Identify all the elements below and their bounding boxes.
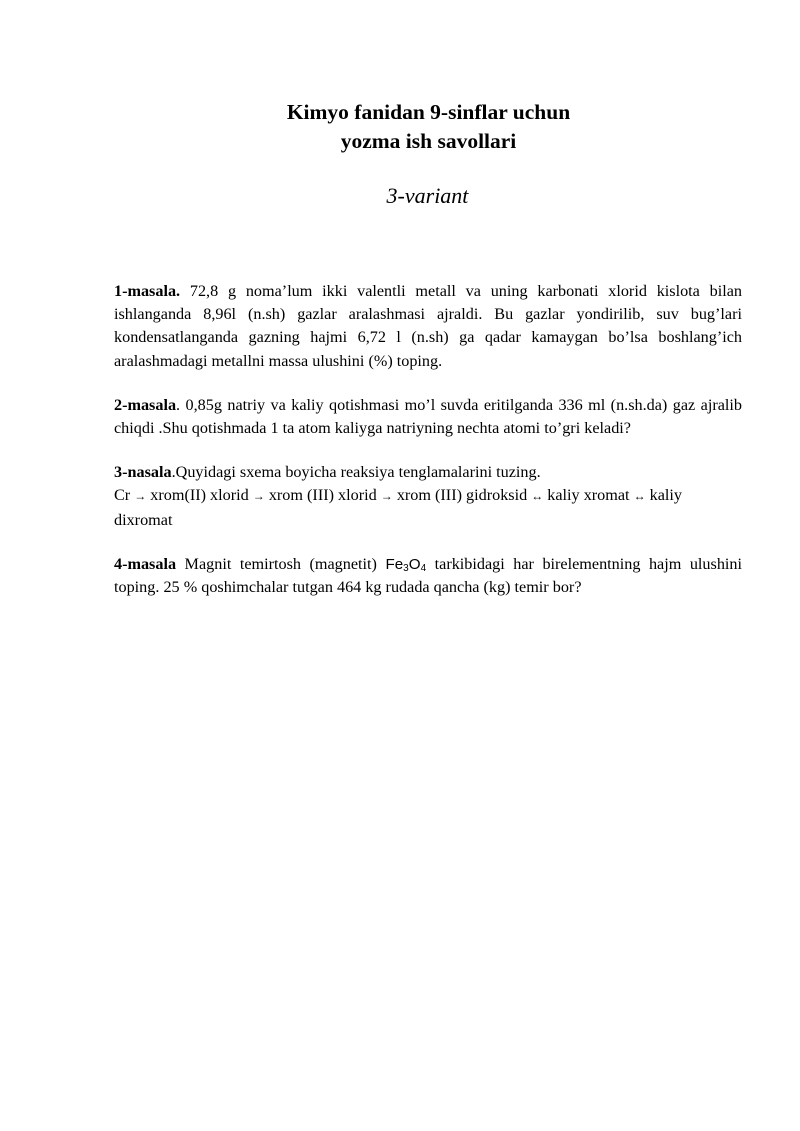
scheme-step-3: xrom (III) xlorid <box>264 486 381 505</box>
right-arrow-icon: → <box>134 489 147 504</box>
scheme-step-4: xrom (III) gidroksid <box>392 486 532 505</box>
problem-list <box>114 280 742 620</box>
problem-1-label: 1-masala. <box>114 282 181 300</box>
scheme-step-1: Cr <box>114 486 135 505</box>
formula-subscript-4: 4 <box>420 562 427 574</box>
right-arrow-icon: → <box>380 489 393 504</box>
problem-4 <box>114 553 742 599</box>
formula-o: O <box>408 555 421 573</box>
reaction-scheme <box>114 486 682 528</box>
scheme-step-2: xrom(II) xlorid <box>146 486 253 505</box>
right-arrow-icon: → <box>252 489 265 504</box>
problem-4-text-before: Magnit temirtosh (magnetit) <box>176 554 386 573</box>
problem-2-text: . 0,85g natriy va kaliy qotishmasi mo’l suvda eritilganda 336 ml (n.sh.da) gaz ajralib chiqdi .Shu qotishmada 1 ta atom kaliyga natriyning nechta atomi to’gri keladi? <box>114 395 742 438</box>
document-title-line2: yozma ish savollari <box>340 129 517 153</box>
problem-4-label: 4-masala <box>114 554 177 573</box>
problem-2 <box>114 394 742 440</box>
document-title-line1: Kimyo fanidan 9-sinflar uchun <box>286 100 571 124</box>
problem-2-label: 2-masala <box>114 395 177 414</box>
formula-subscript-3: 3 <box>403 562 409 574</box>
variant-label: 3-variant <box>386 183 469 208</box>
scheme-step-5: kaliy xromat <box>543 486 634 505</box>
problem-1-text: 72,8 g noma’lum ikki valentli metall va uning karbonati xlorid kislota bilan ishlanganda 8,96l (n.sh) gazlar aralashmasi ajraldi. Bu gazlar yondirilib, suv bug’lari kondensatlanganda gazning hajmi 6,72 l (n.sh) ga qadar kamaygan bo’lsa boshlang’ich aralashmadagi metallni massa ulushini (%) toping. <box>114 282 742 370</box>
scheme-step-6: kaliy dixromat <box>114 486 683 529</box>
formula-fe: Fe <box>385 555 404 573</box>
problem-3-text: .Quyidagi sxema boyicha reaksiya tenglamalarini tuzing. <box>171 463 541 482</box>
left-right-arrow-icon: ↔ <box>531 489 544 504</box>
magnetite-formula <box>385 556 426 573</box>
problem-3 <box>114 461 742 532</box>
problem-3-label: 3-nasala <box>114 463 172 482</box>
problem-4-text-after: tarkibidagi har birelementning hajm ulushini toping. 25 % qoshimchalar tutgan 464 kg rudada qancha (kg) temir bor? <box>114 554 743 597</box>
left-right-arrow-icon: ↔ <box>633 489 646 504</box>
problem-1 <box>114 280 742 373</box>
